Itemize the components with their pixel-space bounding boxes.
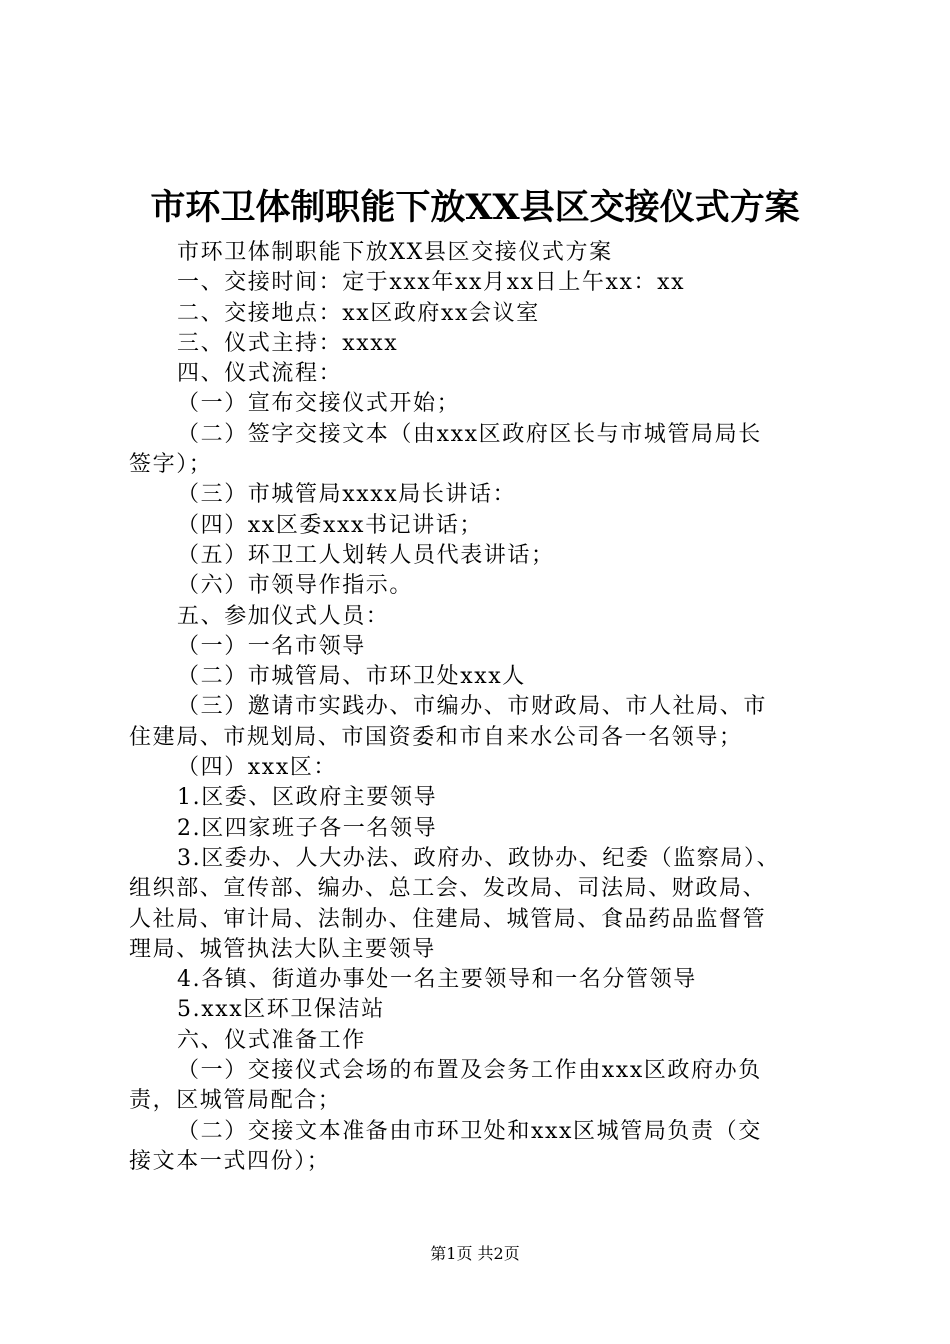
paragraph: （一）宣布交接仪式开始； [177, 391, 461, 417]
paragraph: 签字）； [129, 452, 213, 478]
paragraph: 三、仪式主持：xxxx [177, 330, 399, 356]
paragraph: （四）xxx区： [177, 755, 338, 781]
paragraph: 人社局、审计局、法制办、住建局、城管局、食品药品监督管 [129, 906, 767, 932]
paragraph: 组织部、宣传部、编办、总工会、发改局、司法局、财政局、 [129, 876, 767, 902]
paragraph: （二）市城管局、市环卫处xxx人 [177, 664, 526, 690]
paragraph: 住建局、市规划局、市国资委和市自来水公司各一名领导； [129, 724, 743, 750]
paragraph: 四、仪式流程： [177, 361, 343, 387]
paragraph: （一）交接仪式会场的布置及会务工作由xxx区政府办负 [177, 1058, 762, 1084]
paragraph: 市环卫体制职能下放XX县区交接仪式方案 [177, 240, 613, 265]
paragraph: 六、仪式准备工作 [177, 1027, 366, 1053]
paragraph: 责，区城管局配合； [129, 1088, 342, 1114]
paragraph: （五）环卫工人划转人员代表讲话； [177, 542, 555, 568]
paragraph: 5.xxx区环卫保洁站 [177, 997, 385, 1023]
paragraph: 2.区四家班子各一名领导 [177, 815, 438, 841]
paragraph: 二、交接地点：xx区政府xx会议室 [177, 300, 540, 326]
paragraph: 理局、城管执法大队主要领导 [129, 936, 436, 962]
paragraph: 一、交接时间：定于xxx年xx月xx日上午xx：xx [177, 270, 686, 296]
paragraph: （一）一名市领导 [177, 633, 366, 659]
paragraph: （二）交接文本准备由市环卫处和xxx区城管局负责（交 [177, 1118, 762, 1144]
page-number-footer: 第1页 共2页 [430, 1244, 520, 1263]
paragraph: 4.各镇、街道办事处一名主要领导和一名分管领导 [177, 967, 697, 993]
paragraph: （二）签字交接文本（由xxx区政府区长与市城管局局长 [177, 421, 762, 447]
paragraph: 五、参加仪式人员： [177, 603, 390, 629]
paragraph: （四）xx区委xxx书记讲话； [177, 512, 484, 538]
paragraph: （六）市领导作指示。 [177, 573, 414, 599]
paragraph: （三）市城管局xxxx局长讲话： [177, 482, 517, 508]
document-body [129, 238, 834, 1177]
paragraph: 3.区委办、人大办法、政府办、政协办、纪委（监察局）、 [177, 845, 781, 871]
paragraph: 接文本一式四份）； [129, 1148, 331, 1174]
paragraph: 1.区委、区政府主要领导 [177, 785, 438, 811]
paragraph: （三）邀请市实践办、市编办、市财政局、市人社局、市 [177, 694, 768, 720]
document-title: 市环卫体制职能下放XX县区交接仪式方案 [150, 187, 800, 228]
